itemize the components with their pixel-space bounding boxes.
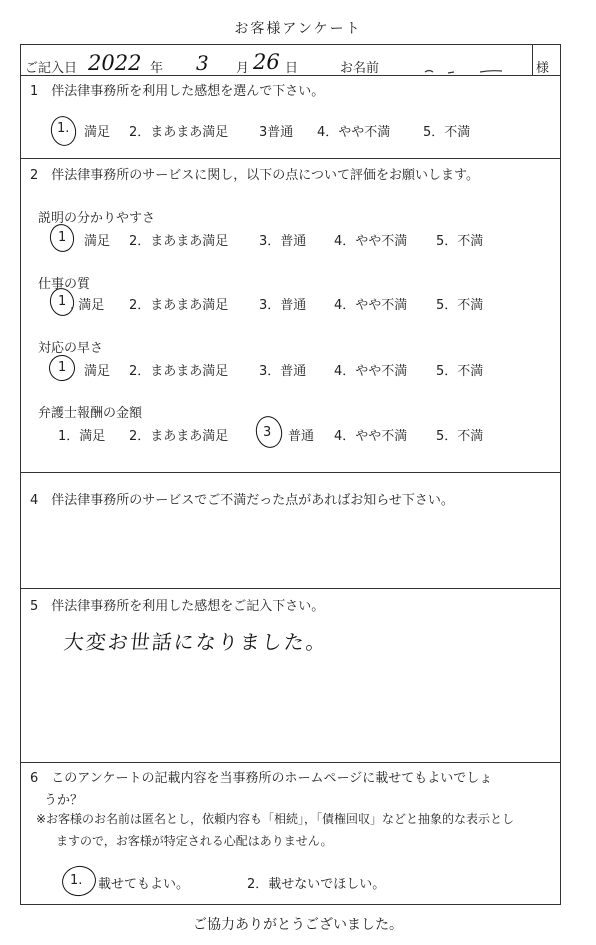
q2-sub1-option-2[interactable]: 2．まあまあ満足 bbox=[129, 234, 229, 249]
q2-sub2-option-1[interactable]: . 満足 bbox=[70, 298, 105, 313]
name-label: お名前 bbox=[340, 61, 380, 76]
q2-sub4-option-3[interactable]: 普通 bbox=[288, 429, 315, 444]
q1-option-5[interactable]: 5．不満 bbox=[423, 125, 471, 140]
divider bbox=[20, 762, 561, 763]
q4-question: 4 伴法律事務所のサービスでご不満だった点があればお知らせ下さい。 bbox=[30, 493, 454, 508]
divider bbox=[20, 472, 561, 473]
q2-sub2-option-2[interactable]: 2．まあまあ満足 bbox=[129, 298, 229, 313]
q6-note-line2: ますので，お客様が特定される心配はありません。 bbox=[56, 834, 333, 848]
divider bbox=[20, 75, 561, 76]
q6-question-line1: 6 このアンケートの記載内容を当事務所のホームページに載せてもよいでしょ bbox=[30, 771, 493, 786]
q2-sub4-option-5[interactable]: 5．不満 bbox=[436, 429, 484, 444]
q6-note-line1: ※お客様のお名前は匿名とし，依頼内容も「相続」，「債権回収」などと抽象的な表示とし bbox=[36, 812, 515, 826]
divider bbox=[20, 158, 561, 159]
honorific-divider bbox=[532, 44, 533, 75]
q5-question: 5 伴法律事務所を利用した感想をご記入下さい。 bbox=[30, 599, 325, 614]
divider bbox=[20, 588, 561, 589]
q1-option-4[interactable]: 4．やや不満 bbox=[317, 125, 391, 140]
q2-sub1-label: 説明の分かりやすさ bbox=[38, 211, 156, 226]
q6-question-line2: うか？ bbox=[44, 793, 84, 808]
q4-answer-area[interactable] bbox=[30, 510, 550, 580]
q6-option-1-num[interactable]: 1. bbox=[70, 873, 83, 888]
q1-question: 1 伴法律事務所を利用した感想を選んで下さい。 bbox=[30, 84, 325, 99]
q2-sub2-option-1-num[interactable]: 1 bbox=[58, 294, 67, 309]
q6-option-2[interactable]: 2．載せないでほしい。 bbox=[247, 877, 386, 892]
q2-sub2-label: 仕事の質 bbox=[38, 277, 91, 292]
q1-option-3[interactable]: 3普通 bbox=[259, 125, 294, 140]
q2-sub1-option-1-num[interactable]: 1 bbox=[58, 230, 67, 245]
q2-sub3-option-2[interactable]: 2．まあまあ満足 bbox=[129, 364, 229, 379]
q2-sub1-option-5[interactable]: 5．不満 bbox=[436, 234, 484, 249]
q1-option-2[interactable]: 2．まあまあ満足 bbox=[129, 125, 229, 140]
q2-sub1-option-3[interactable]: 3．普通 bbox=[259, 234, 307, 249]
month-value[interactable]: 3 bbox=[196, 51, 209, 75]
q1-option-1[interactable]: 満足 bbox=[84, 125, 111, 140]
year-value[interactable]: 2022 bbox=[88, 51, 142, 75]
q2-sub4-option-2[interactable]: 2．まあまあ満足 bbox=[129, 429, 229, 444]
q2-sub2-option-5[interactable]: 5．不満 bbox=[436, 298, 484, 313]
honorific-label: 様 bbox=[536, 61, 550, 76]
q5-answer[interactable]: 大変お世話になりました。 bbox=[62, 630, 330, 654]
q2-question: 2 伴法律事務所のサービスに関し，以下の点について評価をお願いします。 bbox=[30, 168, 479, 183]
year-label: 年 bbox=[150, 61, 164, 76]
date-label: ご記入日 bbox=[25, 61, 78, 76]
day-label: 日 bbox=[285, 61, 299, 76]
q2-sub2-option-3[interactable]: 3．普通 bbox=[259, 298, 307, 313]
q2-sub3-option-5[interactable]: 5．不満 bbox=[436, 364, 484, 379]
day-value[interactable]: 26 bbox=[253, 50, 280, 74]
q2-sub4-option-1[interactable]: 1．満足 bbox=[58, 429, 106, 444]
q2-sub3-option-3[interactable]: 3．普通 bbox=[259, 364, 307, 379]
q6-option-1[interactable]: 載せてもよい。 bbox=[98, 877, 190, 892]
q1-option-1-num[interactable]: 1. bbox=[57, 121, 70, 136]
q2-sub3-option-4[interactable]: 4．やや不満 bbox=[334, 364, 408, 379]
q2-sub3-label: 対応の早さ bbox=[38, 341, 104, 356]
footer-thanks: ご協力ありがとうございました。 bbox=[193, 917, 403, 933]
q2-sub1-option-4[interactable]: 4．やや不満 bbox=[334, 234, 408, 249]
q2-sub2-option-4[interactable]: 4．やや不満 bbox=[334, 298, 408, 313]
q2-sub3-option-1[interactable]: 満足 bbox=[84, 364, 111, 379]
q2-sub3-option-1-num[interactable]: 1 bbox=[58, 360, 67, 375]
page-title: お客様アンケート bbox=[234, 21, 362, 37]
q2-sub4-label: 弁護士報酬の金額 bbox=[38, 406, 143, 421]
month-label: 月 bbox=[236, 61, 250, 76]
q2-sub1-option-1[interactable]: 満足 bbox=[84, 234, 111, 249]
q2-sub4-option-4[interactable]: 4．やや不満 bbox=[334, 429, 408, 444]
q2-sub4-option-3-num[interactable]: 3 bbox=[263, 425, 272, 440]
